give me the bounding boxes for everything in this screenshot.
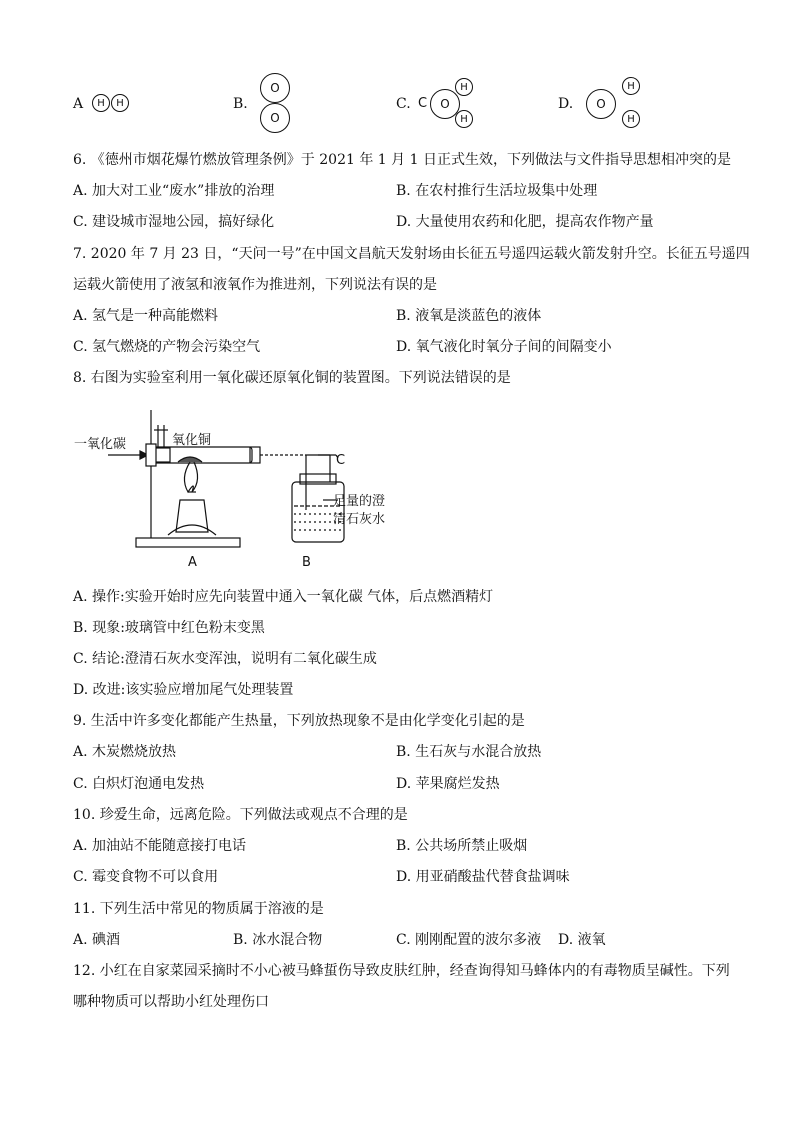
q8-stem: 8. 右图为实验室利用一氧化碳还原氧化铜的装置图。下列说法错误的是 [73, 370, 511, 386]
q11-option-b: B. 冰水混合物 [233, 932, 323, 948]
label-limewater-2: 清石灰水 [333, 512, 386, 527]
q8-option-a: A. 操作:实验开始时应先向装置中通入一氧化碳 气体，后点燃酒精灯 [73, 589, 494, 605]
q6-option-d: D. 大量使用农药和化肥，提高农作物产量 [396, 214, 654, 230]
hydrogen-atom: H [92, 94, 110, 112]
q11-stem: 11. 下列生活中常见的物质属于溶液的是 [73, 901, 324, 917]
q8-option-d: D. 改进:该实验应增加尾气处理装置 [73, 682, 294, 698]
q9-option-c: C. 白炽灯泡通电发热 [73, 776, 205, 792]
label-carbon-monoxide: 一氧化碳 [74, 437, 127, 452]
q11-option-d: D. 液氧 [558, 932, 606, 948]
q9-option-a: A. 木炭燃烧放热 [73, 744, 177, 760]
oxygen-atom: O [430, 89, 460, 119]
q7-option-d: D. 氧气液化时氧分子间的间隔变小 [396, 339, 612, 355]
label-c: C [336, 453, 346, 468]
q10-option-c: C. 霉变食物不可以食用 [73, 869, 219, 885]
q10-option-d: D. 用亚硝酸盐代替食盐调味 [396, 869, 570, 885]
q9-option-d: D. 苹果腐烂发热 [396, 776, 500, 792]
q6-option-a: A. 加大对工业“废水”排放的治理 [73, 183, 275, 199]
q12-stem-line2: 哪种物质可以帮助小红处理伤口 [73, 994, 269, 1010]
oxygen-atom: O [586, 89, 616, 119]
q7-option-a: A. 氢气是一种高能燃料 [73, 308, 219, 324]
q5-option-a-letter: A [73, 96, 84, 112]
q11-option-a: A. 碘酒 [73, 932, 121, 948]
q7-stem-line1: 7. 2020 年 7 月 23 日，“天问一号”在中国文昌航天发射场由长征五号遥四运载火箭发射升空。长征五号遥四 [73, 246, 750, 262]
oxygen-atom: O [260, 103, 290, 133]
q11-option-c: C. 刚刚配置的波尔多液 [396, 932, 542, 948]
flame [184, 462, 197, 492]
hydrogen-atom: H [622, 110, 640, 128]
label-copper-oxide: 氧化铜 [172, 433, 212, 448]
q10-stem: 10. 珍爱生命，远离危险。下列做法或观点不合理的是 [73, 807, 408, 823]
q9-option-b: B. 生石灰与水混合放热 [396, 744, 542, 760]
stand-base [136, 538, 240, 547]
label-limewater-1: 足量的澄 [333, 494, 386, 509]
q9-stem: 9. 生活中许多变化都能产生热量，下列放热现象不是由化学变化引起的是 [73, 713, 525, 729]
hydrogen-atom: H [622, 77, 640, 95]
q10-option-a: A. 加油站不能随意接打电话 [73, 838, 247, 854]
glass-tube [152, 447, 252, 463]
copper-oxide-powder [178, 457, 202, 462]
q5-option-d-letter: D. [558, 96, 574, 112]
wire-gauze [168, 525, 216, 535]
oxygen-atom: O [260, 73, 290, 103]
co-reduction-apparatus-figure [70, 400, 386, 575]
q6-option-b: B. 在农村推行生活垃圾集中处理 [396, 183, 598, 199]
hydrogen-atom: H [455, 110, 473, 128]
hydrogen-atom: H [111, 94, 129, 112]
q5-option-c-letter: C. [396, 96, 411, 112]
q7-option-c: C. 氢气燃烧的产物会污染空气 [73, 339, 261, 355]
q6-option-c: C. 建设城市湿地公园，搞好绿化 [73, 214, 275, 230]
q8-option-c: C. 结论:澄清石灰水变浑浊，说明有二氧化碳生成 [73, 651, 377, 667]
q10-option-b: B. 公共场所禁止吸烟 [396, 838, 528, 854]
q8-option-b: B. 现象:玻璃管中红色粉末变黑 [73, 620, 265, 636]
q12-stem-line1: 12. 小红在自家菜园采摘时不小心被马蜂蜇伤导致皮肤红肿，经查询得知马蜂体内的有毒物质呈碱性。下列 [73, 963, 730, 979]
q7-option-b: B. 液氧是淡蓝色的液体 [396, 308, 542, 324]
carbon-symbol: C [418, 96, 428, 111]
q6-stem: 6. 《德州市烟花爆竹燃放管理条例》于 2021 年 1 月 1 日正式生效，下列做法与文件指导思想相冲突的是 [73, 152, 731, 168]
label-b: B [302, 555, 311, 570]
left-stopper [146, 444, 156, 466]
q5-option-b-letter: B. [233, 96, 248, 112]
hydrogen-atom: H [455, 78, 473, 96]
label-a: A [188, 555, 197, 570]
q7-stem-line2: 运载火箭使用了液氢和液氧作为推进剂，下列说法有误的是 [73, 277, 437, 293]
